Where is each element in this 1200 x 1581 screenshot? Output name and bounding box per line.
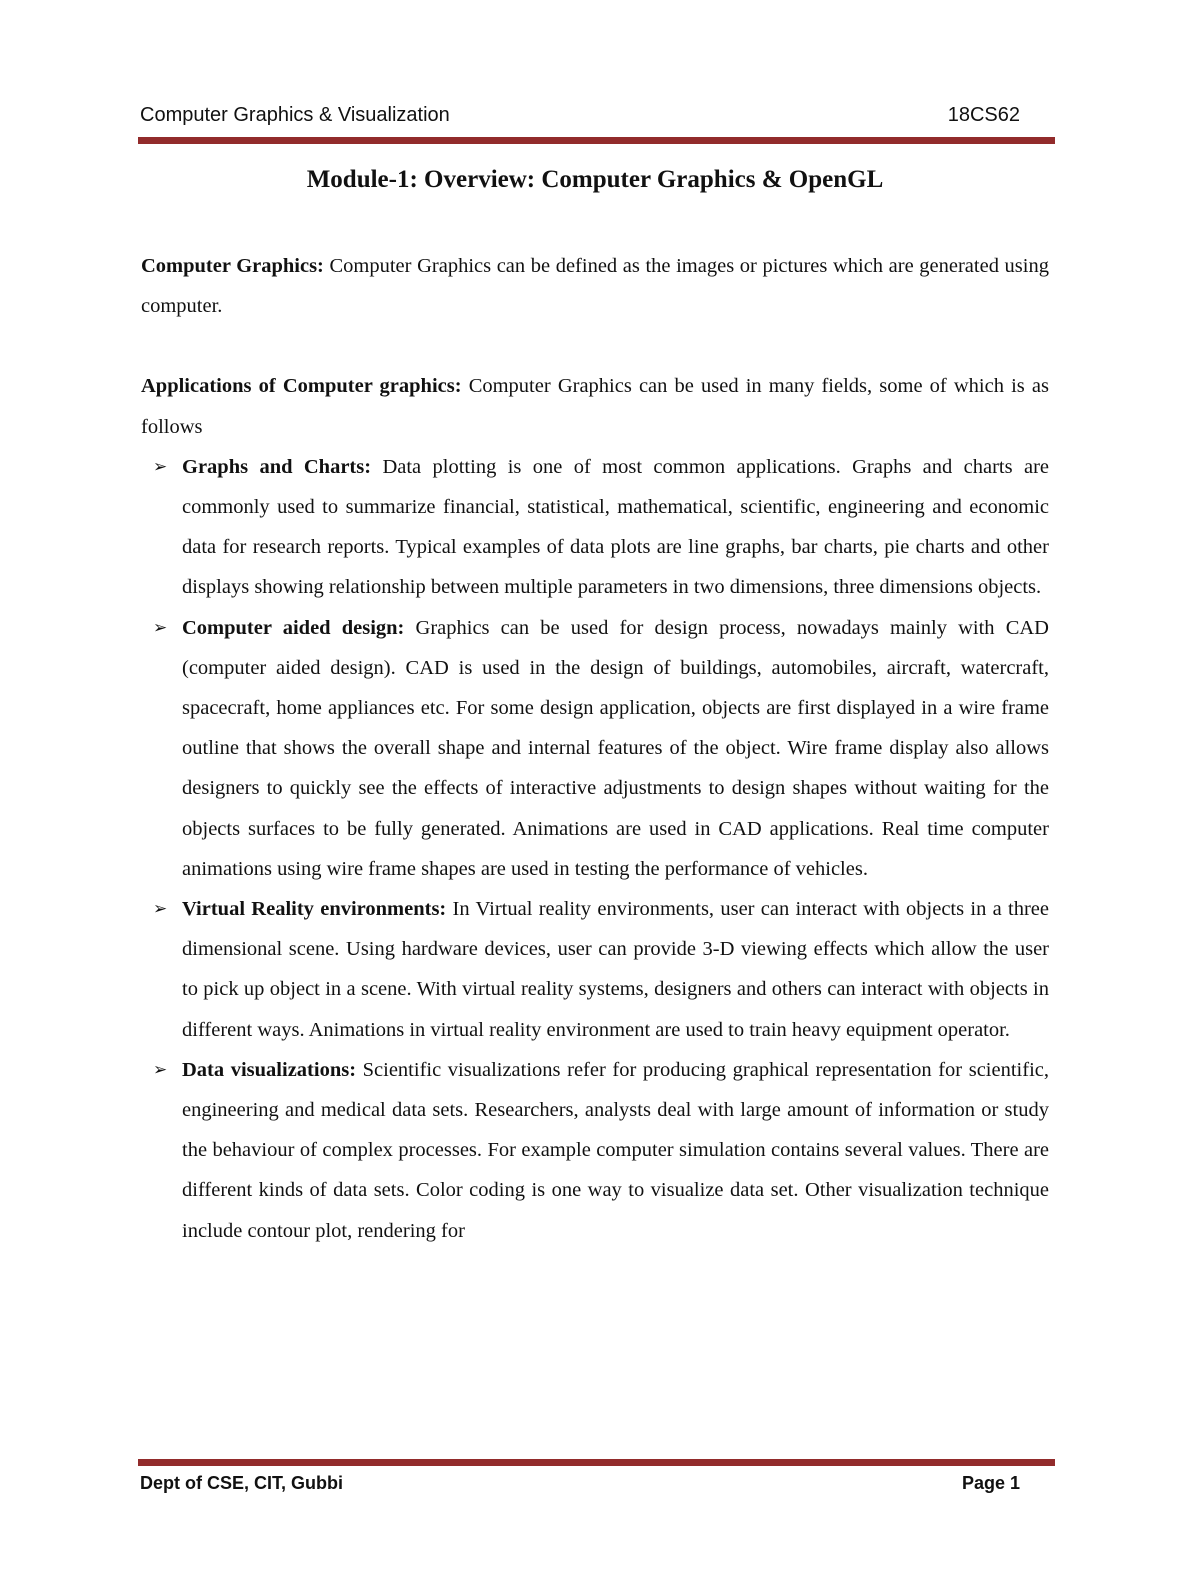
- page-number: Page 1: [961, 1473, 1020, 1493]
- list-item: [141, 447, 1049, 608]
- arrow-bullet-icon: ➢: [153, 1059, 168, 1080]
- item-term: Virtual Reality environments:: [182, 898, 447, 921]
- item-term: Data visualizations:: [182, 1058, 357, 1081]
- module-title: Module-1: Overview: Computer Graphics & OpenGL: [306, 166, 884, 193]
- footer-rule: [138, 1459, 1055, 1466]
- definition-paragraph: [141, 246, 1049, 326]
- applications-term: Applications of Computer graphics:: [141, 375, 462, 398]
- arrow-bullet-icon: ➢: [153, 456, 168, 477]
- list-item: [141, 1050, 1049, 1251]
- item-text: Data plotting is one of most common applications. Graphs and charts are commonly used to summarize financial, statistical, mathematical, scientific, engineering and economic data for research reports. Typical examples of data plots are line graphs, bar charts, pie charts and other displays showing relationship between multiple parameters in two dimensions, three dimensions objects.: [182, 455, 1050, 599]
- definition-term: Computer Graphics:: [141, 255, 324, 277]
- arrow-bullet-icon: ➢: [153, 617, 168, 638]
- list-item: [141, 889, 1049, 1050]
- applications-text: Computer Graphics can be used in many fields, some of which is as follows: [141, 375, 1049, 438]
- item-text: Graphics can be used for design process, nowadays mainly with CAD (computer aided design). CAD is used in the design of buildings, automobiles, aircraft, watercraft, spacecraft, home appliances etc. For some design application, objects are first displayed in a wire frame outline that shows the overall shape and internal features of the object. Wire frame display also allows designers to quickly see the effects of interactive adjustments to design shapes without waiting for the objects surfaces to be fully generated. Animations are used in CAD applications. Real time computer animations using wire frame shapes are used in testing the performance of vehicles.: [182, 616, 1049, 880]
- page-header: [140, 104, 1020, 134]
- list-item: [141, 608, 1049, 889]
- course-code: 18CS62: [947, 104, 1020, 126]
- arrow-bullet-icon: ➢: [153, 899, 168, 920]
- document-body: [141, 246, 1049, 1251]
- course-title: Computer Graphics & Visualization: [140, 104, 450, 126]
- item-term: Computer aided design:: [182, 616, 405, 639]
- definition-text: Computer Graphics can be defined as the images or pictures which are generated using computer.: [141, 255, 1049, 318]
- item-term: Graphs and Charts:: [182, 455, 372, 478]
- paragraph-spacer: [141, 326, 1049, 366]
- item-text: Scientific visualizations refer for producing graphical representation for scientific, engineering and medical data sets. Researchers, analysts deal with large amount of information or study the behaviour of complex processes. For example computer simulation contains several values. There are different kinds of data sets. Color coding is one way to visualize data set. Other visualization technique include contour plot, rendering for: [182, 1058, 1049, 1242]
- applications-paragraph: [141, 366, 1049, 446]
- applications-list: [141, 447, 1049, 1251]
- department-label: Dept of CSE, CIT, Gubbi: [140, 1473, 343, 1493]
- header-rule: [138, 137, 1055, 144]
- item-text: In Virtual reality environments, user can interact with objects in a three dimensional scene. Using hardware devices, user can provide 3-D viewing effects which allow the user to pick up object in a scene. With virtual reality systems, designers and others can interact with objects in different ways. Animations in virtual reality environment are used to train heavy equipment operator.: [182, 898, 1049, 1041]
